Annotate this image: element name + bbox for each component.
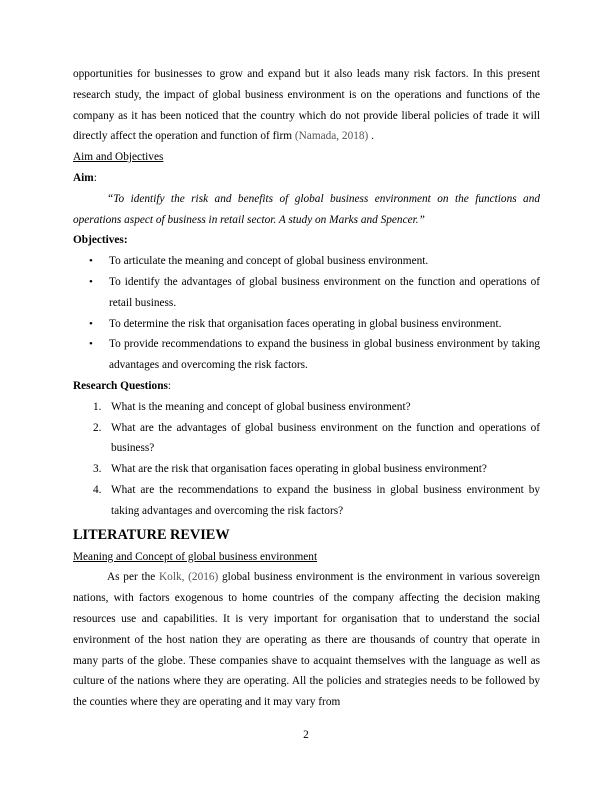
intro-paragraph (73, 64, 540, 147)
literature-subheading: Meaning and Concept of global business environment (73, 550, 318, 563)
list-text: What is the meaning and concept of global business environment? (111, 400, 411, 413)
research-questions-colon: : (167, 379, 172, 392)
list-item: • To determine the risk that organisation faces operating in global business environment. (73, 314, 540, 335)
list-number: 1. (93, 400, 102, 413)
list-item: • To provide recommendations to expand the business in global business environment by taking advantages and overcoming the risk factors. (73, 334, 540, 376)
intro-tail: . (368, 130, 374, 143)
literature-review-heading: LITERATURE REVIEW (73, 526, 230, 543)
list-item (73, 480, 540, 522)
list-item: • To identify the advantages of global business environment on the function and operations of retail business. (73, 272, 540, 314)
list-item (73, 459, 540, 480)
intro-text: opportunities for businesses to grow and expand but it also leads many risk factors. In this present research study, the impact of global business environment is on the operations and functions of the company as it has been noticed that the country which do not provide liberal policies of trade it will directly affect the operation and function of firm (73, 68, 540, 143)
list-number: 2. (93, 421, 102, 434)
list-text: What are the recommendations to expand the business in global business environment by taking advantages and overcoming the risk factors? (111, 483, 540, 517)
citation-namada: (Namada, 2018) (294, 130, 369, 143)
research-questions-line (73, 376, 540, 397)
list-text: What are the advantages of global business environment on the function and operations of business? (111, 421, 540, 455)
aim-label-line (73, 168, 540, 189)
aim-objectives-heading: Aim and Objectives (73, 151, 164, 164)
research-questions-label: Research Questions (73, 379, 168, 392)
literature-text-start: As per the (107, 571, 160, 584)
objectives-list (73, 251, 540, 376)
list-item: • To articulate the meaning and concept of global business environment. (73, 251, 540, 272)
document-page (73, 64, 540, 713)
list-text: What are the risk that organisation faces operating in global business environment? (111, 463, 487, 476)
aim-colon: : (93, 171, 97, 184)
page-number: 2 (303, 729, 309, 741)
literature-paragraph (73, 567, 540, 713)
aim-statement: “To identify the risk and benefits of global business environment on the functions and operations aspect of business in retail sector. A study on Marks and Spencer.” (73, 192, 540, 226)
research-questions-list (73, 397, 540, 522)
list-item (73, 418, 540, 460)
objectives-label: Objectives: (73, 234, 128, 247)
list-number: 3. (93, 463, 102, 476)
aim-label: Aim (73, 171, 94, 184)
list-number: 4. (93, 483, 102, 496)
list-item (73, 397, 540, 418)
literature-text-rest: global business environment is the environment in various sovereign nations, with factors exogenous to home countries of the company affecting the decision making resources use and capabilities. It is very important for organisation that to understand the social environment of the host nation they are operating as there are thousands of country that operate in many parts of the globe. These companies shave to acquaint themselves with the language as well as culture of the nations where they are operating. All the policies and strategies needs to be followed by the counties where they are operating and it may vary from (73, 571, 540, 709)
citation-kolk: Kolk, (2016) (159, 571, 219, 584)
